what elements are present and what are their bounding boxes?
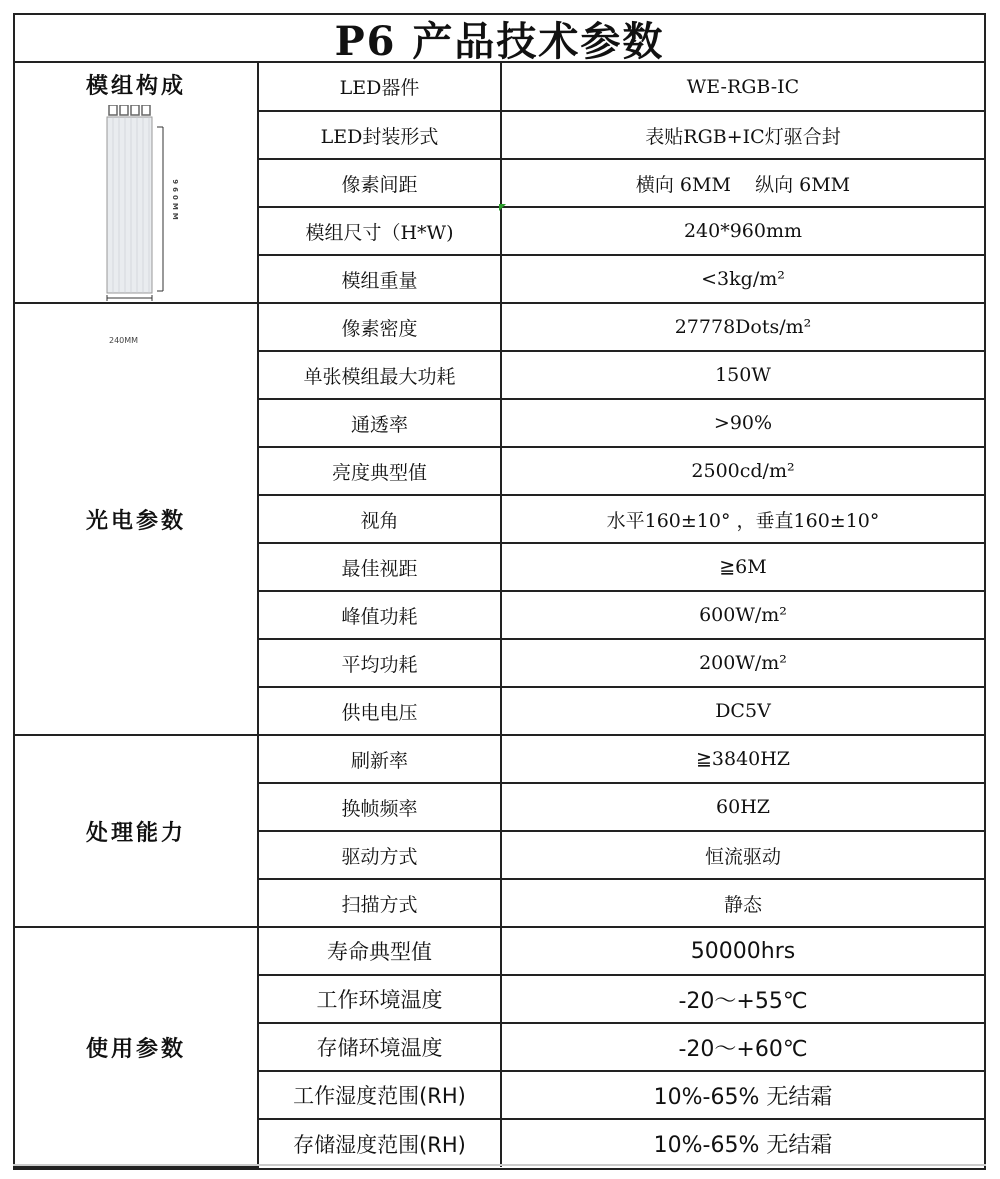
- param-name: 通透率: [258, 399, 501, 447]
- spec-table: [15, 63, 984, 1168]
- param-name: 工作环境温度: [258, 975, 501, 1023]
- param-value: 水平160±10° ，垂直160±10°: [501, 495, 984, 543]
- divider: [13, 1164, 986, 1166]
- param-name: 寿命典型值: [258, 927, 501, 975]
- param-value: 27778Dots/m²: [501, 303, 984, 351]
- module-composition-cell: [15, 63, 258, 345]
- param-name: 刷新率: [258, 735, 501, 783]
- param-value: 10%-65% 无结霜: [501, 1119, 984, 1167]
- param-name: LED封装形式: [258, 111, 501, 159]
- module-composition-label: 模组构成: [85, 73, 186, 99]
- table-row: [15, 927, 984, 975]
- param-name: 单张模组最大功耗: [258, 351, 501, 399]
- param-name: 供电电压: [258, 687, 501, 735]
- param-name: 峰值功耗: [258, 591, 501, 639]
- param-name: LED器件: [258, 63, 501, 111]
- param-name: 存储环境温度: [258, 1023, 501, 1071]
- param-name: 平均功耗: [258, 639, 501, 687]
- param-name: 最佳视距: [258, 543, 501, 591]
- param-name: 扫描方式: [258, 879, 501, 927]
- table-row: [15, 303, 984, 351]
- param-value: -20～+60℃: [501, 1023, 984, 1071]
- param-value: -20～+55℃: [501, 975, 984, 1023]
- param-value: 静态: [501, 879, 984, 927]
- group-usage: 使用参数: [15, 927, 258, 1167]
- param-value: 2500cd/m²: [501, 447, 984, 495]
- param-value: 60HZ: [501, 783, 984, 831]
- table-row: [15, 735, 984, 783]
- param-value: 表贴RGB+IC灯驱合封: [501, 111, 984, 159]
- param-name: 存储湿度范围(RH): [258, 1119, 501, 1167]
- param-name: 换帧频率: [258, 783, 501, 831]
- param-name: 模组尺寸（H*W): [258, 207, 501, 255]
- param-value: ≧3840HZ: [501, 735, 984, 783]
- param-value: >90%: [501, 399, 984, 447]
- param-name: 像素间距: [258, 159, 501, 207]
- param-value: WE-RGB-IC: [501, 63, 984, 111]
- param-value: DC5V: [501, 687, 984, 735]
- cell-comment-marker-icon: [499, 204, 506, 211]
- param-name: 视角: [258, 495, 501, 543]
- module-height-label: 960MM: [171, 179, 179, 223]
- module-width-label: 240MM: [109, 336, 139, 345]
- param-value: 240*960mm: [501, 207, 984, 255]
- param-value: 10%-65% 无结霜: [501, 1071, 984, 1119]
- param-name: 像素密度: [258, 303, 501, 351]
- group-optoelectronic: 光电参数: [15, 303, 258, 735]
- table-row: [15, 63, 984, 111]
- module-diagram-icon: [105, 105, 195, 305]
- param-value: 200W/m²: [501, 639, 984, 687]
- param-value: ≧6M: [501, 543, 984, 591]
- param-name: 亮度典型值: [258, 447, 501, 495]
- param-name: 工作湿度范围(RH): [258, 1071, 501, 1119]
- param-name: 模组重量: [258, 255, 501, 303]
- param-value: <3kg/m²: [501, 255, 984, 303]
- page-title: P6 产品技术参数: [15, 15, 984, 63]
- param-name: 驱动方式: [258, 831, 501, 879]
- param-value: 600W/m²: [501, 591, 984, 639]
- group-processing: 处理能力: [15, 735, 258, 927]
- param-value: 50000hrs: [501, 927, 984, 975]
- spec-sheet: [13, 13, 986, 1170]
- param-value: 横向 6MM 纵向 6MM: [501, 159, 984, 207]
- param-value: 恒流驱动: [501, 831, 984, 879]
- param-value: 150W: [501, 351, 984, 399]
